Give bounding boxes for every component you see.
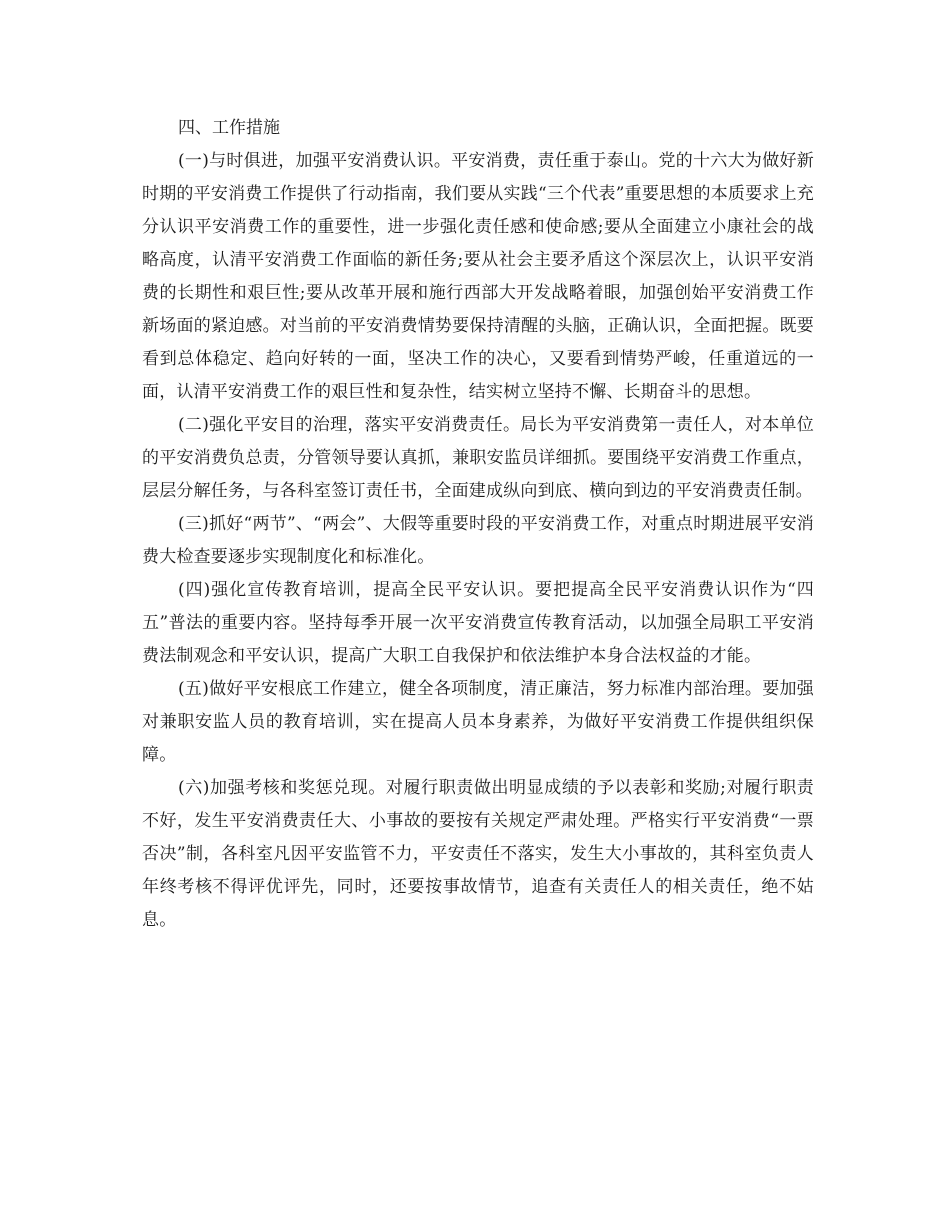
paragraph-measure-2: (二)强化平安目的治理，落实平安消费责任。局长为平安消费第一责任人，对本单位的平安消费负总责，分管领导要认真抓，兼职安监员详细抓。要围绕平安消费工作重点，层层分解任务，与各科室签订责任书，全面建成纵向到底、横向到边的平安消费责任制。	[142, 415, 814, 501]
document-page	[142, 112, 814, 937]
paragraph-measure-6: (六)加强考核和奖惩兑现。对履行职责做出明显成绩的予以表彰和奖励;对履行职责不好，发生平安消费责任大、小事故的要按有关规定严肃处理。严格实行平安消费“一票否决”制，各科室凡因平安监管不力，平安责任不落实，发生大小事故的，其科室负责人年终考核不得评优评先，同时，还要按事故情节，追查有关责任人的相关责任，绝不姑息。	[142, 778, 814, 930]
paragraph-measure-1: (一)与时俱进，加强平安消费认识。平安消费，责任重于泰山。党的十六大为做好新时期的平安消费工作提供了行动指南，我们要从实践“三个代表”重要思想的本质要求上充分认识平安消费工作的重要性，进一步强化责任感和使命感;要从全面建立小康社会的战略高度，认清平安消费工作面临的新任务;要从社会主要矛盾这个深层次上，认识平安消费的长期性和艰巨性;要从改革开展和施行西部大开发战略着眼，加强创始平安消费工作新场面的紧迫感。对当前的平安消费情势要保持清醒的头脑，正确认识，全面把握。既要看到总体稳定、趋向好转的一面，坚决工作的决心，又要看到情势严峻，任重道远的一面，认清平安消费工作的艰巨性和复杂性，结实树立坚持不懈、长期奋斗的思想。	[142, 151, 814, 402]
paragraph-measure-4: (四)强化宣传教育培训，提高全民平安认识。要把提高全民平安消费认识作为“四五”普法的重要内容。坚持每季开展一次平安消费宣传教育活动，以加强全局职工平安消费法制观念和平安认识，提高广大职工自我保护和依法维护本身合法权益的才能。	[142, 580, 814, 666]
section-heading: 四、工作措施	[178, 118, 280, 138]
paragraph-measure-5: (五)做好平安根底工作建立，健全各项制度，清正廉洁，努力标准内部治理。要加强对兼职安监人员的教育培训，实在提高人员本身素养，为做好平安消费工作提供组织保障。	[142, 679, 814, 765]
paragraph-measure-3: (三)抓好“两节”、“两会”、大假等重要时段的平安消费工作，对重点时期进展平安消费大检查要逐步实现制度化和标准化。	[142, 514, 814, 567]
